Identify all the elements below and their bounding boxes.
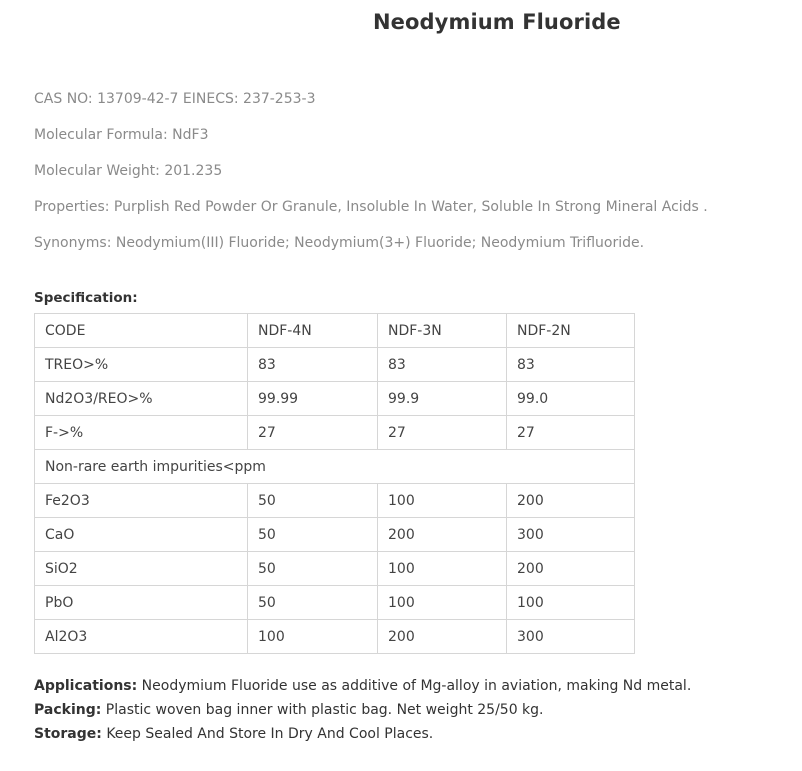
storage-label: Storage: xyxy=(34,726,102,742)
table-cell: 83 xyxy=(248,348,378,382)
table-row xyxy=(35,620,635,654)
impurities-section-label: Non-rare earth impurities<ppm xyxy=(35,450,635,484)
row-label: Al2O3 xyxy=(35,620,248,654)
table-row xyxy=(35,348,635,382)
table-cell: 50 xyxy=(248,518,378,552)
table-cell: 27 xyxy=(248,416,378,450)
table-row xyxy=(35,416,635,450)
table-cell: 99.0 xyxy=(507,382,635,416)
table-cell: 50 xyxy=(248,484,378,518)
packing-line xyxy=(34,700,794,724)
molecular-formula: Molecular Formula: NdF3 xyxy=(34,127,209,143)
page-title: Neodymium Fluoride xyxy=(373,10,621,34)
row-label: Fe2O3 xyxy=(35,484,248,518)
applications-line xyxy=(34,676,794,700)
table-cell: 27 xyxy=(507,416,635,450)
table-row xyxy=(35,552,635,586)
table-cell: 27 xyxy=(378,416,507,450)
specification-table xyxy=(34,313,635,654)
table-section-row xyxy=(35,450,635,484)
header-ndf-4n: NDF-4N xyxy=(248,314,378,348)
table-row xyxy=(35,586,635,620)
synonyms: Synonyms: Neodymium(III) Fluoride; Neodymium(3+) Fluoride; Neodymium Trifluoride. xyxy=(34,235,645,251)
table-cell: 99.99 xyxy=(248,382,378,416)
table-cell: 50 xyxy=(248,552,378,586)
table-cell: 100 xyxy=(378,586,507,620)
table-cell: 100 xyxy=(507,586,635,620)
table-cell: 200 xyxy=(507,552,635,586)
table-header-row xyxy=(35,314,635,348)
table-cell: 200 xyxy=(378,620,507,654)
packing-text: Plastic woven bag inner with plastic bag. Net weight 25/50 kg. xyxy=(101,702,544,718)
applications-label: Applications: xyxy=(34,678,138,694)
table-cell: 100 xyxy=(248,620,378,654)
table-row xyxy=(35,484,635,518)
table-cell: 300 xyxy=(507,518,635,552)
table-cell: 83 xyxy=(507,348,635,382)
row-label: TREO>% xyxy=(35,348,248,382)
header-ndf-3n: NDF-3N xyxy=(378,314,507,348)
cas-number: CAS NO: 13709-42-7 EINECS: 237-253-3 xyxy=(34,91,316,107)
table-cell: 300 xyxy=(507,620,635,654)
row-label: SiO2 xyxy=(35,552,248,586)
table-cell: 200 xyxy=(378,518,507,552)
table-row xyxy=(35,382,635,416)
table-cell: 100 xyxy=(378,552,507,586)
table-cell: 50 xyxy=(248,586,378,620)
header-ndf-2n: NDF-2N xyxy=(507,314,635,348)
row-label: F->% xyxy=(35,416,248,450)
property-list xyxy=(34,89,794,269)
table-cell: 200 xyxy=(507,484,635,518)
specification-heading: Specification: xyxy=(34,290,138,306)
header-code: CODE xyxy=(35,314,248,348)
table-cell: 83 xyxy=(378,348,507,382)
storage-line xyxy=(34,724,794,748)
row-label: Nd2O3/REO>% xyxy=(35,382,248,416)
packing-label: Packing: xyxy=(34,702,102,718)
storage-text: Keep Sealed And Store In Dry And Cool Places. xyxy=(101,726,434,742)
physical-properties: Properties: Purplish Red Powder Or Granule, Insoluble In Water, Soluble In Strong Mineral Acids . xyxy=(34,199,708,215)
table-cell: 99.9 xyxy=(378,382,507,416)
molecular-weight: Molecular Weight: 201.235 xyxy=(34,163,223,179)
table-cell: 100 xyxy=(378,484,507,518)
row-label: PbO xyxy=(35,586,248,620)
table-row xyxy=(35,518,635,552)
row-label: CaO xyxy=(35,518,248,552)
applications-text: Neodymium Fluoride use as additive of Mg-alloy in aviation, making Nd metal. xyxy=(137,678,692,694)
product-notes xyxy=(34,676,794,748)
